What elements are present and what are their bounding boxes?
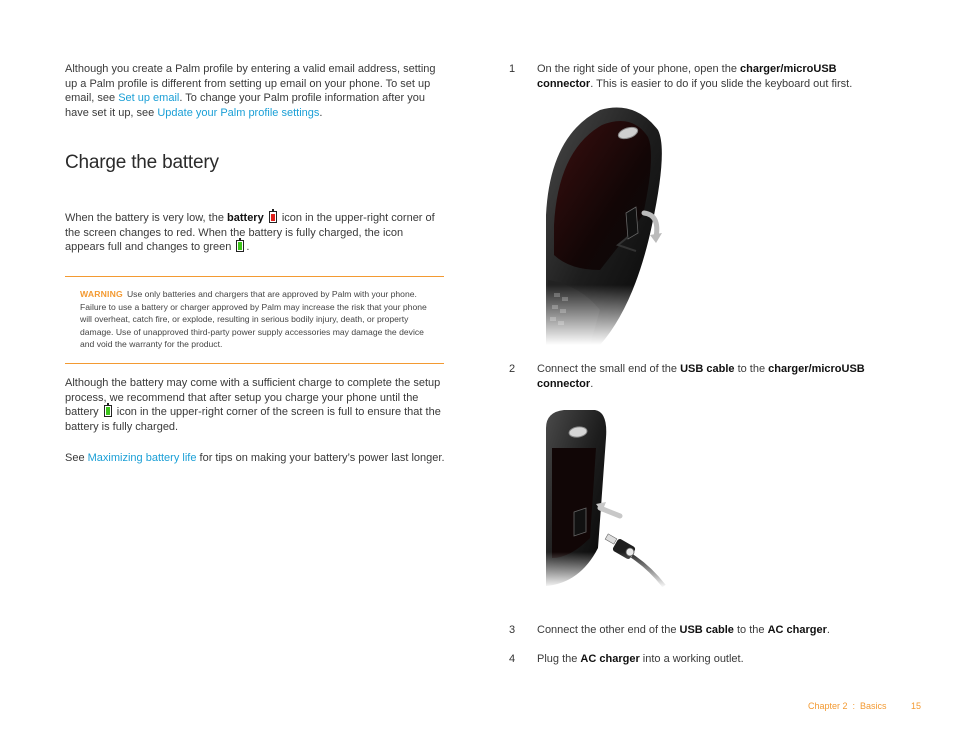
step-text: Plug the [537, 653, 581, 665]
see-text-1: See [65, 452, 88, 464]
step-number: 4 [509, 653, 516, 665]
warning-top-rule [65, 276, 444, 277]
see-paragraph [65, 451, 445, 466]
warning-box [80, 288, 440, 351]
battery-text-2: icon in the upper-right corner of the screen changes to red. When the battery is fully charged, the icon appears full and changes to green [65, 212, 435, 253]
phone-usb-cable-illustration [540, 408, 670, 588]
battery-full-icon [236, 240, 244, 252]
intro-text-3: . [319, 106, 323, 119]
maximizing-battery-life-link[interactable]: Maximizing battery life [87, 452, 197, 464]
step-bold: AC charger [580, 653, 640, 665]
step-bold: USB cable [679, 624, 734, 636]
warning-text: Use only batteries and chargers that are approved by Palm with your phone. Failure to use a battery or charger approved by Palm may increase the risk that your phone will overheat, catch fire, or explode, resulting in serious bodily injury, death, or property damage. Use of unapproved third-party power supply accessories may damage the device and void the warranty for the product. [80, 289, 427, 350]
step-bold: AC charger [767, 624, 827, 636]
set-up-email-link[interactable]: Set up email [118, 92, 180, 104]
setup-paragraph [65, 376, 445, 434]
step-text: . [826, 624, 830, 636]
see-text-2: for tips on making your battery’s power last longer. [196, 452, 445, 464]
step-text: to the [734, 363, 769, 375]
step-bold: charger/microUSB connector [537, 363, 865, 390]
step-number: 1 [509, 63, 516, 75]
step-text: into a working outlet. [639, 653, 744, 665]
step-2-text [537, 362, 887, 391]
update-profile-link[interactable]: Update your Palm profile settings [157, 106, 320, 119]
step-text: . This is easier to do if you slide the keyboard out first. [590, 77, 853, 90]
step-text: On the right side of your phone, open the [537, 63, 741, 75]
step-bold: USB cable [680, 363, 735, 375]
step-number: 3 [509, 624, 516, 636]
battery-text-1: When the battery is very low, the [65, 212, 228, 224]
step-text: . [590, 377, 594, 390]
step-3-text [537, 623, 887, 638]
warning-label: WARNING [80, 289, 123, 299]
intro-text-2: . To change your Palm profile information after you have set it up, see [65, 92, 425, 119]
footer-chapter: Chapter 2 : Basics [808, 701, 887, 711]
phone-open-connector-illustration [540, 105, 670, 345]
step-number: 2 [509, 363, 516, 375]
intro-text-1: Although you create a Palm profile by entering a valid email address, setting up a Palm profile is different from setting up email on your phone. To set up email, see [65, 63, 436, 104]
step-bold: charger/microUSB connector [537, 63, 837, 90]
step-text: Connect the other end of the [537, 624, 680, 636]
battery-paragraph [65, 211, 445, 255]
battery-text-3: . [246, 241, 250, 253]
step-text: to the [733, 624, 768, 636]
step-4-text [537, 652, 887, 667]
warning-bottom-rule [65, 363, 444, 364]
step-1-text [537, 62, 887, 91]
setup-text-1: Although the battery may come with a sufficient charge to complete the setup process, we recommend that after setup you charge your phone until the battery [65, 377, 441, 418]
intro-paragraph [65, 62, 445, 120]
setup-text-2: icon in the upper-right corner of the screen is full to ensure that the battery is fully charged. [65, 406, 441, 433]
battery-full-icon [104, 405, 112, 417]
battery-low-icon [269, 211, 277, 223]
step-text: Connect the small end of the [537, 363, 681, 375]
battery-bold: battery [227, 212, 264, 224]
section-title: Charge the battery [65, 152, 219, 173]
footer-page-number: 15 [911, 701, 922, 711]
